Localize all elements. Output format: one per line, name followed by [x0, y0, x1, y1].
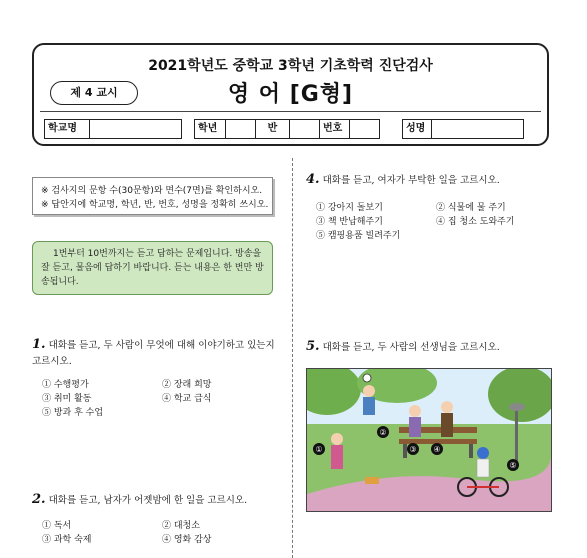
- option-2[interactable]: ② 식물에 물 주기: [436, 203, 506, 213]
- class-label: 반: [256, 119, 290, 139]
- option-3[interactable]: ③ 취미 활동: [42, 394, 92, 404]
- question-2: [32, 492, 282, 547]
- option-5[interactable]: ⑤ 방과 후 수업: [42, 408, 104, 418]
- options: [306, 201, 556, 243]
- header-divider: [40, 111, 541, 112]
- grade-label: 학년: [194, 119, 226, 139]
- subject-title: 영 어 [G형]: [227, 82, 354, 107]
- grade-field[interactable]: [226, 119, 256, 139]
- option-1[interactable]: ① 독서: [42, 521, 72, 531]
- question-number: 1.: [32, 337, 46, 352]
- option-1[interactable]: ① 강아지 돌보기: [316, 203, 383, 213]
- park-scene-svg: [307, 369, 551, 511]
- period-badge: 제 4 교시: [50, 81, 138, 105]
- class-field[interactable]: [290, 119, 320, 139]
- question-number: 2.: [32, 492, 46, 507]
- exam-header: [32, 43, 549, 146]
- instruction-notice: [32, 177, 273, 215]
- notice-line-2: ※ 답안지에 학교명, 학년, 반, 번호, 성명을 정확히 쓰시오.: [41, 200, 269, 210]
- school-name-field[interactable]: [90, 119, 182, 139]
- person-walking-dog: [331, 445, 343, 469]
- cyclist-helmet: [477, 447, 489, 459]
- figure-label-2[interactable]: ②: [379, 428, 387, 437]
- option-3[interactable]: ③ 과학 숙제: [42, 535, 92, 545]
- figure-label-5[interactable]: ⑤: [509, 461, 517, 470]
- student-name-field[interactable]: [432, 119, 524, 139]
- person-on-bench-2: [441, 413, 453, 437]
- option-1[interactable]: ① 수행평가: [42, 380, 89, 390]
- question-text: 대화를 듣고, 여자가 부탁한 일을 고르시오.: [322, 175, 500, 186]
- question-number: 5.: [306, 339, 320, 354]
- school-name-label: 학교명: [44, 119, 90, 139]
- person-on-bench-1: [409, 417, 421, 437]
- option-4[interactable]: ④ 영화 감상: [162, 535, 212, 545]
- figure-label-4[interactable]: ④: [433, 445, 441, 454]
- listening-text: 1번부터 10번까지는 듣고 답하는 문제입니다. 방송을 잘 듣고, 물음에 답하기 바랍니다. 듣는 내용은 한 번만 방송됩니다.: [41, 249, 264, 287]
- person-jumping-head: [363, 385, 375, 397]
- dog: [365, 477, 379, 484]
- exam-title: 2021학년도 중학교 3학년 기초학력 진단검사: [148, 58, 433, 74]
- figure-label-3[interactable]: ③: [409, 445, 417, 454]
- option-4[interactable]: ④ 집 청소 도와주기: [436, 217, 515, 227]
- ball: [363, 374, 371, 382]
- question-5: [306, 339, 556, 356]
- question-1: [32, 337, 282, 420]
- number-label: 번호: [320, 119, 350, 139]
- question-text: 대화를 듣고, 두 사람의 선생님을 고르시오.: [322, 342, 500, 353]
- options: [32, 378, 282, 420]
- student-name-label: 성명: [402, 119, 432, 139]
- column-divider: [292, 158, 293, 558]
- notice-line-1: ※ 검사지의 문항 수(30문항)와 면수(7면)를 확인하시오.: [41, 186, 263, 196]
- option-2[interactable]: ② 대청소: [162, 521, 200, 531]
- question-4: [306, 172, 556, 243]
- figure-label-1[interactable]: ①: [315, 445, 323, 454]
- option-2[interactable]: ② 장래 희망: [162, 380, 212, 390]
- park-illustration: [306, 368, 552, 512]
- question-number: 4.: [306, 172, 320, 187]
- option-5[interactable]: ⑤ 캠핑용품 빌려주기: [316, 231, 401, 241]
- option-4[interactable]: ④ 학교 급식: [162, 394, 212, 404]
- question-text: 대화를 듣고, 남자가 어젯밤에 한 일을 고르시오.: [48, 495, 248, 506]
- question-text: 대화를 듣고, 두 사람이 무엇에 대해 이야기하고 있는지 고르시오.: [32, 340, 275, 367]
- number-field[interactable]: [350, 119, 380, 139]
- option-3[interactable]: ③ 책 반납해주기: [316, 217, 383, 227]
- options: [32, 519, 282, 547]
- listening-notice: [32, 241, 273, 295]
- student-info-row: [44, 119, 524, 139]
